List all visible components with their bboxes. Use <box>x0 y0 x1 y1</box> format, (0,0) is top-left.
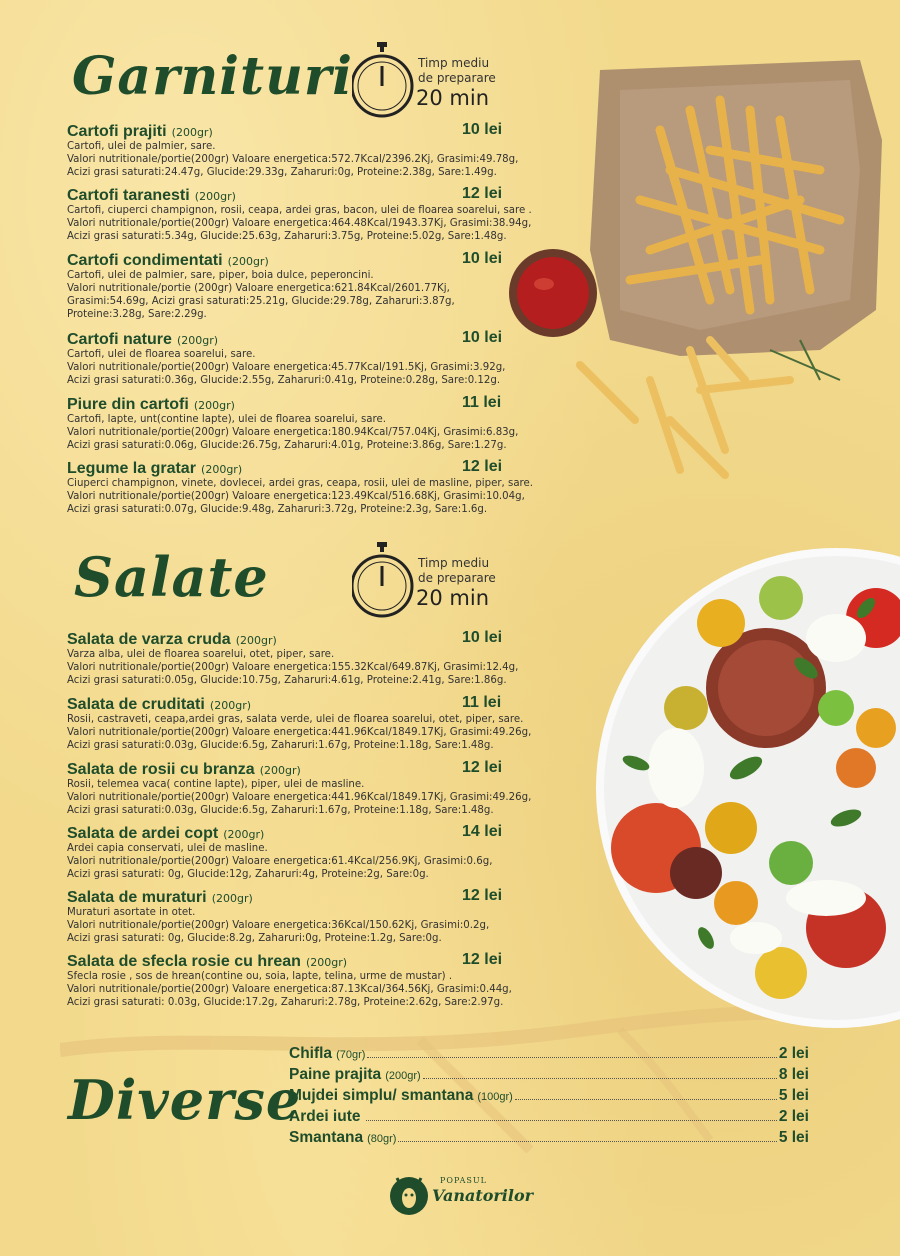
item-ingredients: Cartofi, ulei de floarea soarelui, sare. <box>67 349 256 360</box>
item-price: 8 lei <box>778 1066 809 1083</box>
item-weight: (200gr) <box>211 892 253 905</box>
section-title-salate: Salate <box>74 545 269 609</box>
item-price: 10 lei <box>462 250 503 267</box>
item-ingredients: Cartofi, ulei de palmier, sare. <box>67 141 216 152</box>
item-weight: (200gr) <box>193 399 235 412</box>
item-ingredients: Sfecla rosie , sos de hrean(contine ou, soia, lapte, telina, urme de mustar) . <box>67 971 453 982</box>
item-nutrition: Acizi grasi saturati:0.03g, Glucide:6.5g, Zaharuri:1.67g, Proteine:1.18g, Sare:1.48g. <box>67 740 494 751</box>
item-nutrition: Acizi grasi saturati:0.06g, Glucide:26.75g, Zaharuri:4.01g, Proteine:3.86g, Sare:1.27g. <box>67 440 507 451</box>
item-name: Piure din cartofi <box>67 396 189 413</box>
list-item <box>289 1045 809 1066</box>
logo-line1: POPASUL <box>440 1176 487 1185</box>
item-ingredients: Ciuperci champignon, vinete, dovlecei, ardei gras, ceapa, rosii, ulei de masline, piper, sare. <box>67 478 534 489</box>
item-nutrition: Valori nutritionale/portie(200gr) Valoare energetica:155.32Kcal/649.87Kj, Grasimi:12.4g, <box>67 662 519 673</box>
item-name: Salata de varza cruda <box>67 631 231 648</box>
menu-item <box>67 951 597 1009</box>
item-ingredients: Rosii, telemea vaca( contine lapte), piper, ulei de masline. <box>67 779 365 790</box>
item-name: Cartofi condimentati <box>67 252 223 269</box>
item-price: 2 lei <box>778 1045 809 1062</box>
item-name: Cartofi nature <box>67 331 172 348</box>
item-name: Salata de rosii cu branza <box>67 761 255 778</box>
item-weight: (200gr) <box>209 699 252 712</box>
timer-label-2: de preparare <box>418 571 496 585</box>
dot-leader <box>366 1120 776 1121</box>
item-weight: (200gr) <box>259 764 301 777</box>
dot-leader <box>423 1078 777 1079</box>
item-price: 10 lei <box>462 329 503 346</box>
item-nutrition: Valori nutritionale/portie(200gr) Valoare energetica:572.7Kcal/2396.2Kj, Grasimi:49.78g, <box>67 154 519 165</box>
item-price: 14 lei <box>462 823 503 840</box>
item-nutrition: Valori nutritionale/portie(200gr) Valoare energetica:45.77Kcal/191.5Kj, Grasimi:3.92g, <box>67 362 506 373</box>
item-name: Cartofi taranesti <box>67 187 190 204</box>
item-ingredients: Cartofi, ciuperci champignon, rosii, ceapa, ardei gras, bacon, ulei de floarea soarelui, sare . <box>67 205 532 216</box>
item-weight: (80gr) <box>367 1133 397 1145</box>
list-item <box>289 1087 809 1108</box>
item-price: 10 lei <box>462 629 503 646</box>
diverse-list <box>289 1045 809 1150</box>
stopwatch-icon <box>352 42 416 122</box>
item-nutrition: Acizi grasi saturati:5.34g, Glucide:25.63g, Zaharuri:3.75g, Proteine:5.02g, Sare:1.48g. <box>67 231 507 242</box>
item-name: Salata de ardei copt <box>67 825 219 842</box>
item-price: 12 lei <box>462 185 503 202</box>
item-name: Smantana <box>289 1129 364 1146</box>
item-ingredients: Rosii, castraveti, ceapa,ardei gras, salata verde, ulei de floarea soarelui, otet, piper, sare. <box>67 714 524 725</box>
item-price: 12 lei <box>462 887 503 904</box>
menu-item <box>67 121 597 179</box>
dot-leader <box>398 1141 776 1142</box>
item-weight: (200gr) <box>171 126 213 139</box>
item-ingredients: Cartofi, lapte, unt(contine lapte), ulei de floarea soarelui, sare. <box>67 414 386 425</box>
menu-item <box>67 458 597 516</box>
menu-item <box>67 250 597 321</box>
timer-label-2: de preparare <box>418 71 496 85</box>
item-nutrition: Proteine:3.28g, Sare:2.29g. <box>67 309 207 320</box>
dot-leader <box>515 1099 777 1100</box>
timer-label-1: Timp mediu <box>418 556 490 570</box>
item-price: 12 lei <box>462 759 503 776</box>
item-nutrition: Acizi grasi saturati:0.05g, Glucide:10.75g, Zaharuri:4.61g, Proteine:2.41g, Sare:1.86g. <box>67 675 507 686</box>
item-nutrition: Acizi grasi saturati:0.07g, Glucide:9.48g, Zaharuri:3.72g, Proteine:2.3g, Sare:1.6g. <box>67 504 488 515</box>
item-name: Mujdei simplu/ smantana <box>289 1087 474 1104</box>
item-name: Ardei iute <box>289 1108 361 1125</box>
item-weight: (200gr) <box>223 828 265 841</box>
item-name: Salata de cruditati <box>67 696 205 713</box>
timer-value: 20 min <box>416 86 489 110</box>
item-nutrition: Acizi grasi saturati: 0g, Glucide:8.2g, Zaharuri:0g, Proteine:1.2g, Sare:0g. <box>67 933 442 944</box>
item-ingredients: Muraturi asortate in otet. <box>67 907 196 918</box>
item-nutrition: Valori nutritionale/portie(200gr) Valoare energetica:123.49Kcal/516.68Kj, Grasimi:10.04g, <box>67 491 525 502</box>
timer-value: 20 min <box>416 586 489 610</box>
deer-logo-icon <box>388 1172 430 1216</box>
item-nutrition: Acizi grasi saturati:0.36g, Glucide:2.55g, Zaharuri:0.41g, Proteine:0.28g, Sare:0.12g. <box>67 375 501 386</box>
menu-item <box>67 823 597 881</box>
item-weight: (200gr) <box>385 1070 421 1082</box>
logo-line2: Vanatorilor <box>432 1186 534 1205</box>
list-item <box>289 1066 809 1087</box>
item-price: 11 lei <box>462 394 502 411</box>
item-weight: (200gr) <box>194 190 236 203</box>
item-nutrition: Valori nutritionale/portie(200gr) Valoare energetica:441.96Kcal/1849.17Kj, Grasimi:49.26g, <box>67 792 532 803</box>
item-price: 5 lei <box>778 1129 809 1146</box>
item-ingredients: Varza alba, ulei de floarea soarelui, otet, piper, sare. <box>67 649 335 660</box>
item-weight: (200gr) <box>227 255 269 268</box>
item-ingredients: Cartofi, ulei de palmier, sare, piper, boia dulce, peperoncini. <box>67 270 374 281</box>
item-nutrition: Valori nutritionale/portie(200gr) Valoare energetica:61.4Kcal/256.9Kj, Grasimi:0.6g, <box>67 856 493 867</box>
item-name: Paine prajita <box>289 1066 382 1083</box>
item-weight: (200gr) <box>235 634 277 647</box>
timer-label-1: Timp mediu <box>418 56 490 70</box>
item-nutrition: Valori nutritionale/portie(200gr) Valoare energetica:180.94Kcal/757.04Kj, Grasimi:6.83g, <box>67 427 519 438</box>
menu-item <box>67 185 597 243</box>
stopwatch-icon <box>352 542 416 622</box>
menu-item <box>67 694 597 752</box>
menu-item <box>67 394 597 452</box>
restaurant-logo <box>388 1172 534 1216</box>
menu-item <box>67 329 597 387</box>
item-nutrition: Acizi grasi saturati:0.03g, Glucide:6.5g, Zaharuri:1.67g, Proteine:1.18g, Sare:1.48g. <box>67 805 494 816</box>
menu-item <box>67 887 597 945</box>
dot-leader <box>367 1057 776 1058</box>
item-nutrition: Valori nutritionale/portie(200gr) Valoare energetica:441.96Kcal/1849.17Kj, Grasimi:49.26g, <box>67 727 532 738</box>
item-price: 2 lei <box>778 1108 809 1125</box>
item-weight: (200gr) <box>177 334 219 347</box>
item-nutrition: Acizi grasi saturati: 0g, Glucide:12g, Zaharuri:4g, Proteine:2g, Sare:0g. <box>67 869 429 880</box>
prep-time-salate <box>352 542 512 622</box>
fries-photo <box>560 50 890 490</box>
menu-item <box>67 759 597 817</box>
item-nutrition: Acizi grasi saturati: 0.03g, Glucide:17.2g, Zaharuri:2.78g, Proteine:2.62g, Sare:2.97g. <box>67 997 504 1008</box>
menu-item <box>67 629 597 687</box>
item-nutrition: Acizi grasi saturati:24.47g, Glucide:29.33g, Zaharuri:0g, Proteine:2.38g, Sare:1.49g. <box>67 167 497 178</box>
item-weight: (70gr) <box>336 1049 366 1061</box>
item-price: 11 lei <box>462 694 502 711</box>
item-price: 12 lei <box>462 458 503 475</box>
item-price: 12 lei <box>462 951 503 968</box>
item-price: 5 lei <box>778 1087 809 1104</box>
item-name: Cartofi prajiti <box>67 123 167 140</box>
list-item <box>289 1129 809 1150</box>
item-nutrition: Valori nutritionale/portie(200gr) Valoare energetica:87.13Kcal/364.56Kj, Grasimi:0.44g, <box>67 984 512 995</box>
item-name: Salata de muraturi <box>67 889 207 906</box>
item-weight: (200gr) <box>305 956 348 969</box>
item-weight: (200gr) <box>201 463 243 476</box>
item-name: Salata de sfecla rosie cu hrean <box>67 953 301 970</box>
section-title-garnituri: Garnituri <box>72 46 354 107</box>
item-weight: (100gr) <box>477 1091 513 1103</box>
item-ingredients: Ardei capia conservati, ulei de masline. <box>67 843 268 854</box>
item-nutrition: Valori nutritionale/portie(200gr) Valoare energetica:36Kcal/150.62Kj, Grasimi:0.2g, <box>67 920 490 931</box>
item-name: Legume la gratar <box>67 460 196 477</box>
item-nutrition: Valori nutritionale/portie(200gr) Valoare energetica:464.48Kcal/1943.37Kj, Grasimi:38.94g, <box>67 218 532 229</box>
section-title-diverse: Diverse <box>68 1068 302 1132</box>
item-nutrition: Grasimi:54.69g, Acizi grasi saturati:25.21g, Glucide:29.78g, Zaharuri:3.87g, <box>67 296 455 307</box>
prep-time-garnituri <box>352 42 512 122</box>
item-price: 10 lei <box>462 121 503 138</box>
item-nutrition: Valori nutritionale/portie (200gr) Valoare energetica:621.84Kcal/2601.77Kj, <box>67 283 450 294</box>
item-name: Chifla <box>289 1045 333 1062</box>
tomato-salad-photo <box>596 548 900 1030</box>
list-item <box>289 1108 809 1129</box>
